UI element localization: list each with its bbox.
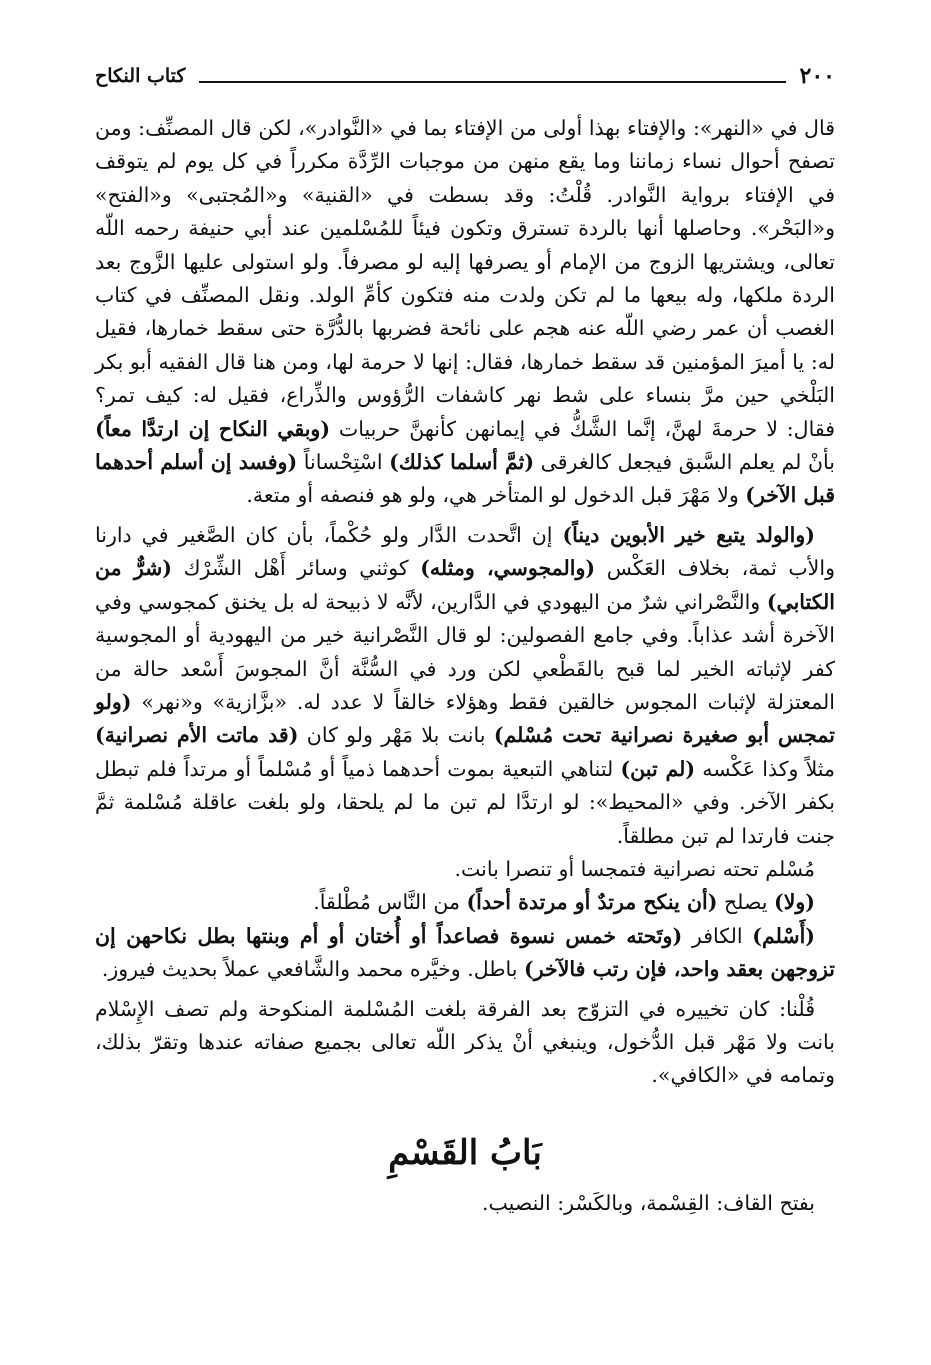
p2-bold-e: (قد ماتت الأم نصرانية) (95, 723, 299, 748)
book-page (95, 58, 835, 1220)
p4-end: من النَّاس مُطْلقاً. (313, 890, 460, 915)
p4-bold-a: (ولا) (774, 890, 815, 915)
p1-end: ولا مَهْرَ قبل الدخول لو المتأخر هي، ولو هو فنصفه أو متعة. (246, 483, 739, 508)
p2-mid-d: بانت بلا مَهْر ولو كان (306, 723, 486, 748)
p1-mid-a: بأنْ لم يعلم السَّبق فيجعل كالغرقى (540, 450, 835, 475)
p6-text: قُلْنا: كان تخييره في التزوّج بعد الفرقة بلغت المُسْلمة المنكوحة ولم تصف الإِسْلام بانت ولا مَهْر قبل الدُّخول، وينبغي أنْ يذكر اللّه تعالى بجميع صفاته عندها وتقرّ بذلك، وتمامه في «الكافي». (95, 996, 835, 1088)
p2-end: لتناهي التبعية بموت أحدهما ذمياً أو مُسْلماً أو مرتداً فلم تبطل بكفر الآخر. وفي «المحيط»: لو ارتدَّا لم تبن ما لم يلحقا، ولو بلغت عاقلة مُسْلمة ثمَّ جنت فارتدا لم تبن مطلقاً. (95, 756, 835, 848)
p2-bold-f: (لم تبن) (620, 756, 696, 781)
chapter-note: بفتح القاف: القِسْمة، وبالكَسْر: النصيب. (482, 1190, 815, 1215)
paragraph-1 (95, 112, 835, 513)
p1-mid-b: اسْتِحْساناً (303, 450, 383, 475)
p5-bold-b: (وتَحته خمس نسوة فصاعداً أو أُختان أو أم وبنتها بطل نكاحهن إن تزوجهن بعقد واحد، فإن رتب فالآخر) (95, 923, 835, 982)
p5-end: باطل. وخيَّره محمد والشَّافعي عملاً بحديث فيروز. (101, 957, 518, 982)
p2-mid-c: والنَّصْراني شرٌ من اليهودي في الدَّارين، لأنَّه لا ذبيحة له بل يخنق كمجوسي وفي الآخرة أشد عذاباً. وفي جامع الفصولين: لو قال النَّصْرانية خير من اليهودية أو المجوسية كفر لإثباته الخير لما قبح بالقَطْعي لكن ورد في السُّنَّة أنَّ المجوسَ أَسْعد حالة من المعتزلة لإثبات المجوس خالقين فقط وهؤلاء خالقاً لا عدد له. «بزَّازية» و«نهر» (95, 589, 835, 714)
paragraph-4 (95, 886, 835, 919)
p2-bold-b: (والمجوسي، ومثله) (420, 556, 596, 581)
p3-text: مُسْلم تحته نصرانية فتمجسا أو تنصرا بانت. (454, 856, 815, 881)
page-header (95, 58, 835, 94)
p2-mid-a: إن اتَّحدت الدَّار ولو حُكْماً، بأن كان الصَّغير في دارنا والأب ثمة، بخلاف العَكْس (95, 522, 835, 581)
p2-bold-c: (شرٌّ من الكتابي) (95, 556, 835, 614)
running-head: كتاب النكاح (95, 65, 186, 87)
paragraph-2 (95, 519, 835, 853)
body-text (95, 112, 835, 1093)
p1-text: قال في «النهر»: والإفتاء بهذا أولى من الإفتاء بما في «النَّوادر»، لكن قال المصنِّف: ومن تصفح أحوال نساء زماننا وما يقع منهن من موجبات الرِّدَّة مكرراً في كل يوم لم يتوقف في الإفتاء برواية النَّوادر. قُلْتُ: وقد بسطت في «القنية» و«المُجتبى» و«الفتح» و«البَحْر». وحاصلها أنها بالردة تسترق وتكون فيئاً للمُسْلمين عند أبي حنيفة رحمه اللّه تعالى، ويشتريها الزوج من الإمام أو يصرفها إليه لو مصرفاً. ولو استولى عليها الزَّوج بعد الردة ملكها، وله بيعها ما لم تكن ولدت منه فتكون كأمِّ الولد. ونقل المصنِّف في كتاب الغصب أن عمر رضي اللّه عنه هجم على نائحة فضربها بالدُّرَّة حتى سقط خمارها، فقيل له: يا أميرَ المؤمنين قد سقط خمارها، فقال: إنها لا حرمة لها، ومن هنا قال الفقيه أبو بكر البَلْخي حين مرَّ بنساء على شط نهر كاشفات الرُّؤوس والذِّراع، فقيل له: كيف تمر؟ فقال: لا حرمةَ لهنَّ، إنَّما الشَّكُّ في إيمانهن كأنهنَّ حربيات (95, 116, 835, 441)
p1-bold-c: (وفسد إن أسلم أحدهما قبل الآخر) (95, 450, 835, 508)
p5-mid-a: الكافر (691, 923, 743, 948)
p4-bold-b: (أن ينكح مرتدٌ أو مرتدة أحداً) (466, 890, 718, 915)
p5-bold-a: (أَسْلم) (752, 923, 815, 948)
p2-mid-b: كوثني وسائر أَهْل الشِّرْك (183, 556, 409, 581)
p2-bold-d: (ولو تمجس أبو صغيرة نصرانية تحت مُسْلم) (95, 689, 835, 748)
p1-bold-a: (وبقي النكاح إن ارتدَّا معاً) (95, 416, 331, 441)
page-number: ٢٠٠ (799, 63, 835, 89)
header-rule (199, 81, 785, 83)
p1-bold-b: (ثمَّ أسلما كذلك) (389, 450, 535, 475)
paragraph-5 (95, 920, 835, 987)
p2-bold-a: (والولد يتبع خير الأبوين ديناً) (562, 522, 815, 547)
chapter-title: بَابُ القَسْمِ (388, 1132, 542, 1173)
p4-mid-a: يصلح (723, 890, 768, 915)
paragraph-6 (95, 993, 835, 1093)
paragraph-3 (95, 853, 835, 886)
p2-mid-e: مثلاً وكذا عَكْسه (702, 756, 835, 781)
